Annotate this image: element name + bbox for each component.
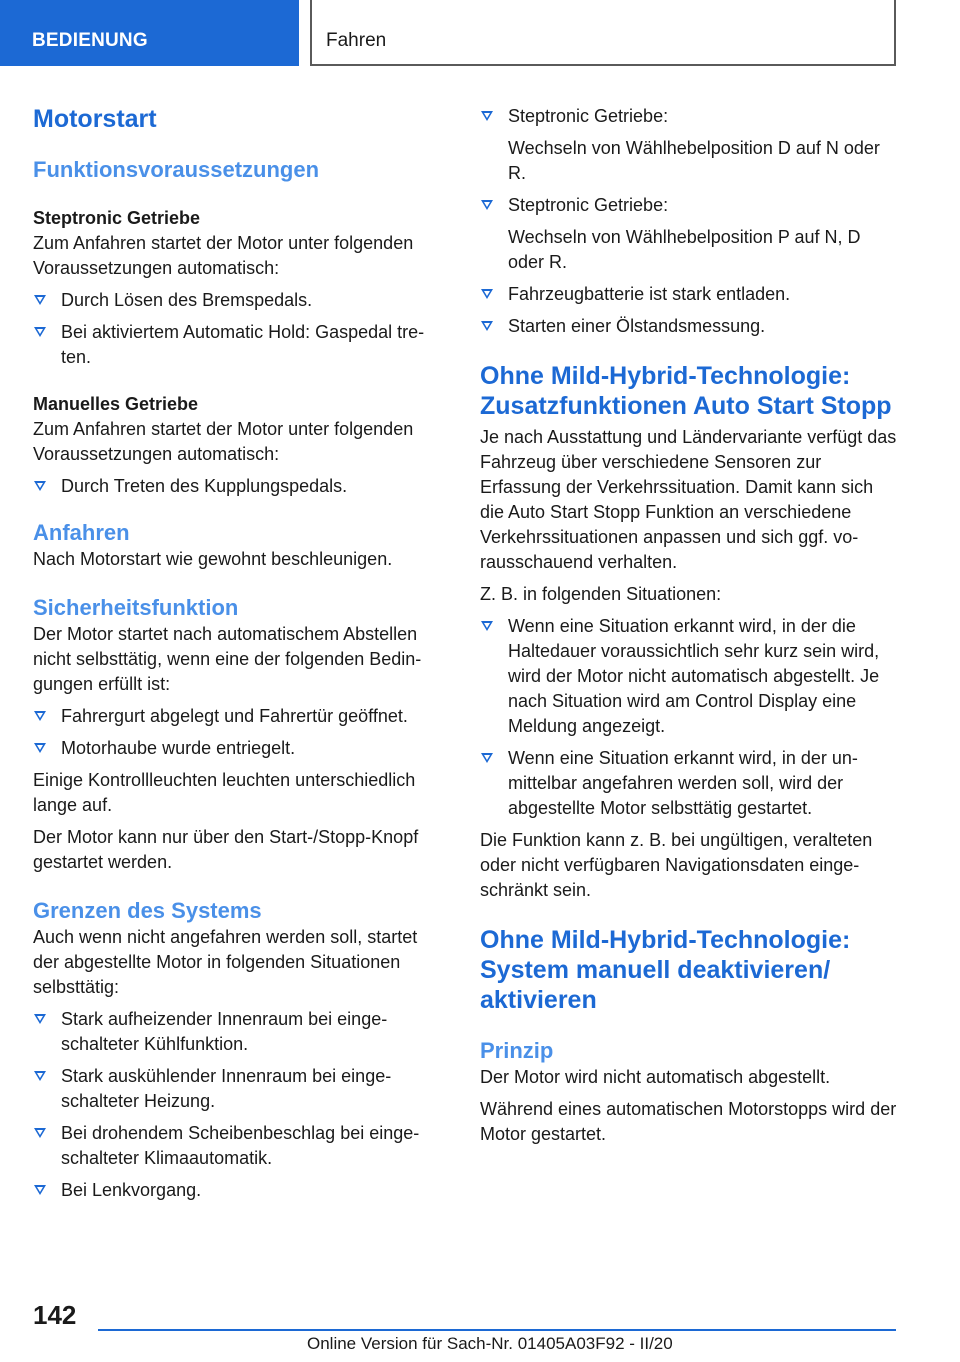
list-item: Motorhaube wurde entriegelt.: [33, 736, 447, 761]
bullet-triangle-icon: [34, 1071, 46, 1081]
heading-funktionsvoraussetzungen: Funktionsvoraussetzungen: [33, 157, 320, 182]
bullet-triangle-icon: [34, 711, 46, 721]
heading-motorstart: Motorstart: [33, 105, 157, 133]
heading-steptronic: Steptronic Getriebe: [33, 208, 201, 228]
list-item: Bei Lenkvorgang.: [33, 1178, 447, 1203]
heading-zusatzfunktionen: Ohne Mild-Hybrid-Technologie: Zusatzfunktionen Auto Start Stopp: [480, 362, 892, 420]
text-sicherheit-3: Der Motor kann nur über den Start-/Stopp-Knopf gestartet werden.: [33, 827, 419, 872]
heading-prinzip: Prinzip: [480, 1038, 554, 1063]
list-item: Starten einer Ölstandsmessung.: [480, 314, 898, 339]
footer-divider: [98, 1329, 896, 1331]
list-item: Bei aktiviertem Automatic Hold: Gaspedal treten.: [33, 320, 447, 370]
text-manuell: Zum Anfahren startet der Motor unter folgenden Voraussetzungen automatisch:: [33, 419, 414, 464]
list-grenzen: [33, 1007, 447, 1203]
text-anfahren: Nach Motorstart wie gewohnt beschleunigen.: [33, 549, 393, 569]
text-zusatz-2: Z. B. in folgenden Situationen:: [480, 584, 722, 604]
section-tab-label: BEDIENUNG: [32, 30, 148, 51]
bullet-triangle-icon: [34, 327, 46, 337]
text-zusatz: Je nach Ausstattung und Ländervariante verfügt das Fahrzeug über verschiedene Sensoren zur Erfassung der Verkehrssituation. Damit kann sich die Auto Start Stopp Funktion an verschiedene Verkehrssituationen anpassen und sich ggf. vorausschauend verhalten.: [480, 427, 897, 572]
online-version-text: Online Version für Sach-Nr. 01405A03F92 - II/20: [307, 1334, 673, 1353]
bullet-triangle-icon: [481, 200, 493, 210]
left-column: [33, 100, 447, 1203]
list-item: Wenn eine Situation erkannt wird, in der die Haltedauer voraussichtlich sehr kurz sein wird, wird der Motor nicht automatisch abgestellt. Je nach Situation wird am Control Display eine Meldung angezeigt.: [480, 614, 898, 739]
right-column: [480, 104, 898, 1147]
chapter-box: [310, 0, 896, 66]
bullet-triangle-icon: [481, 753, 493, 763]
list-item: Steptronic Getriebe: Wechseln von Wählhebelposition D auf N oder R.: [480, 104, 898, 186]
heading-deaktivieren: Ohne Mild-Hybrid-Technologie: System manuell deaktivieren/ aktivieren: [480, 926, 851, 1014]
list-item: Wenn eine Situation erkannt wird, in der unmittelbar angefahren werden soll, wird der abgestellte Motor selbsttätig gestartet.: [480, 746, 898, 821]
text-sicherheit-2: Einige Kontrollleuchten leuchten unterschiedlich lange auf.: [33, 770, 416, 815]
list-item: Stark auskühlender Innenraum bei eingeschalteter Heizung.: [33, 1064, 447, 1114]
section-tab: [0, 0, 299, 66]
bullet-triangle-icon: [481, 321, 493, 331]
bullet-triangle-icon: [34, 1128, 46, 1138]
heading-manuell: Manuelles Getriebe: [33, 394, 199, 414]
bullet-triangle-icon: [481, 111, 493, 121]
list-sicherheit: [33, 704, 447, 761]
list-manuell: [33, 474, 447, 499]
heading-anfahren: Anfahren: [33, 520, 130, 545]
bullet-triangle-icon: [34, 743, 46, 753]
list-item: Durch Treten des Kupplungspedals.: [33, 474, 447, 499]
chapter-label: Fahren: [326, 30, 387, 51]
list-item: Stark aufheizender Innenraum bei eingeschalteter Kühlfunktion.: [33, 1007, 447, 1057]
heading-grenzen: Grenzen des Systems: [33, 898, 262, 923]
bullet-triangle-icon: [34, 1185, 46, 1195]
list-item: Fahrzeugbatterie ist stark entladen.: [480, 282, 898, 307]
bullet-triangle-icon: [481, 621, 493, 631]
text-zusatz-3: Die Funktion kann z. B. bei ungültigen, veralteten oder nicht verfügbaren Navigationsdaten eingeschränkt sein.: [480, 830, 873, 900]
text-grenzen: Auch wenn nicht angefahren werden soll, startet der abgestellte Motor in folgenden Situationen selbsttätig:: [33, 927, 418, 997]
list-steptronic: [33, 288, 447, 370]
bullet-triangle-icon: [34, 1014, 46, 1024]
list-item: Steptronic Getriebe: Wechseln von Wählhebelposition P auf N, D oder R.: [480, 193, 898, 275]
bullet-triangle-icon: [34, 481, 46, 491]
list-right-top: [480, 104, 898, 339]
list-item: Fahrergurt abgelegt und Fahrertür geöffnet.: [33, 704, 447, 729]
list-zusatz: [480, 614, 898, 821]
text-steptronic: Zum Anfahren startet der Motor unter folgenden Voraussetzungen automatisch:: [33, 233, 414, 278]
bullet-triangle-icon: [481, 289, 493, 299]
text-prinzip-2: Während eines automatischen Motorstopps wird der Motor gestartet.: [480, 1099, 897, 1144]
list-item: Bei drohendem Scheibenbeschlag bei eingeschalteter Klimaautomatik.: [33, 1121, 447, 1171]
text-sicherheit: Der Motor startet nach automatischem Abstellen nicht selbsttätig, wenn eine der folgenden Bedingungen erfüllt ist:: [33, 624, 422, 694]
page-number: 142: [33, 1300, 77, 1330]
heading-sicherheit: Sicherheitsfunktion: [33, 595, 239, 620]
list-item: Durch Lösen des Bremspedals.: [33, 288, 447, 313]
page-header: [0, 0, 960, 66]
bullet-triangle-icon: [34, 295, 46, 305]
text-prinzip: Der Motor wird nicht automatisch abgestellt.: [480, 1067, 831, 1087]
